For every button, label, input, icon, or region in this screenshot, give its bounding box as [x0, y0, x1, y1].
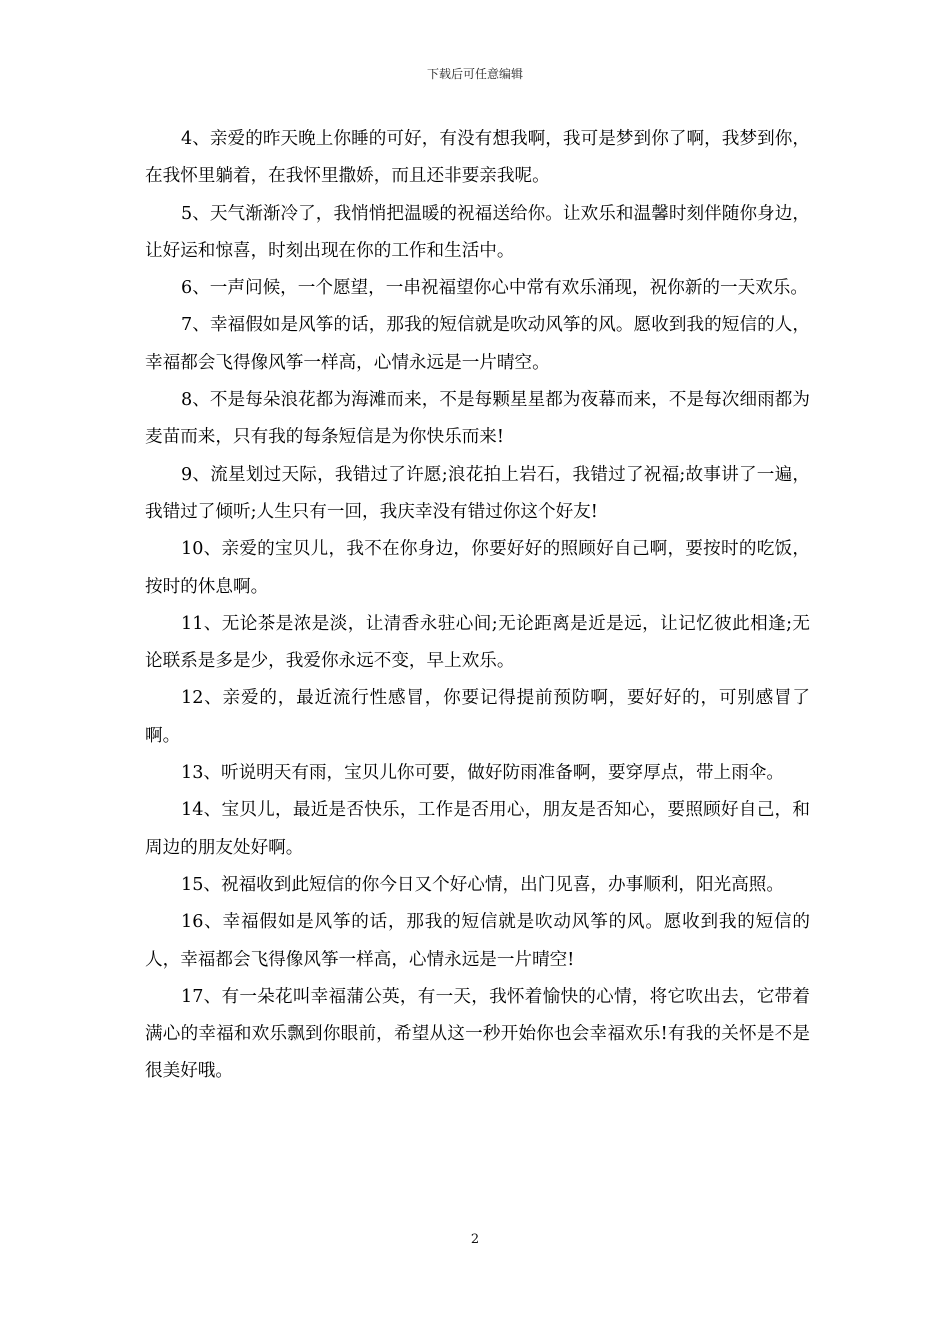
page-number: 2 — [470, 1232, 480, 1247]
paragraph-17: 17、有一朵花叫幸福蒲公英，有一天，我怀着愉快的心情，将它吹出去，它带着满心的幸福和欢乐飘到你眼前，希望从这一秒开始你也会幸福欢乐!有我的关怀是不是很美好哦。 — [145, 986, 810, 1082]
paragraph-10: 10、亲爱的宝贝儿，我不在你身边，你要好好的照顾好自己啊，要按时的吃饭，按时的休息啊。 — [145, 539, 810, 597]
paragraph-14: 14、宝贝儿，最近是否快乐，工作是否用心，朋友是否知心，要照顾好自己，和周边的朋友处好啊。 — [145, 800, 810, 858]
page-header: 下载后可任意编辑 — [426, 67, 523, 81]
paragraph-12: 12、亲爱的，最近流行性感冒，你要记得提前预防啊，要好好的，可别感冒了啊。 — [145, 688, 810, 746]
paragraph-4: 4、亲爱的昨天晚上你睡的可好，有没有想我啊，我可是梦到你了啊，我梦到你，在我怀里躺着，在我怀里撒娇，而且还非要亲我呢。 — [145, 129, 810, 187]
paragraph-13: 13、听说明天有雨，宝贝儿你可要，做好防雨准备啊，要穿厚点，带上雨伞。 — [181, 763, 784, 784]
paragraph-11: 11、无论茶是浓是淡，让清香永驻心间;无论距离是近是远，让记忆彼此相逢;无论联系是多是少，我爱你永远不变，早上欢乐。 — [145, 613, 810, 672]
paragraph-9: 9、流星划过天际，我错过了许愿;浪花拍上岩石，我错过了祝福;故事讲了一遍，我错过了倾听;人生只有一回，我庆幸没有错过你这个好友! — [145, 464, 810, 522]
paragraph-5: 5、天气渐渐冷了，我悄悄把温暖的祝福送给你。让欢乐和温馨时刻伴随你身边，让好运和惊喜，时刻出现在你的工作和生活中。 — [145, 203, 810, 261]
document-body — [145, 121, 810, 1091]
paragraph-15: 15、祝福收到此短信的你今日又个好心情，出门见喜，办事顺利，阳光高照。 — [181, 874, 784, 895]
paragraph-8: 8、不是每朵浪花都为海滩而来，不是每颗星星都为夜幕而来，不是每次细雨都为麦苗而来，只有我的每条短信是为你快乐而来! — [145, 390, 810, 448]
paragraph-6: 6、一声问候，一个愿望，一串祝福望你心中常有欢乐涌现，祝你新的一天欢乐。 — [181, 278, 808, 299]
paragraph-16: 16、幸福假如是风筝的话，那我的短信就是吹动风筝的风。愿收到我的短信的人，幸福都会飞得像风筝一样高，心情永远是一片晴空! — [145, 912, 810, 970]
paragraph-7: 7、幸福假如是风筝的话，那我的短信就是吹动风筝的风。愿收到我的短信的人，幸福都会飞得像风筝一样高，心情永远是一片晴空。 — [145, 315, 810, 373]
